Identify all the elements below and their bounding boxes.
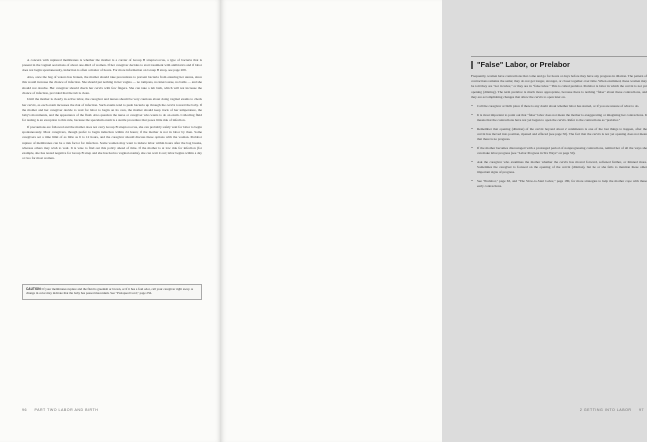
tips-list bbox=[471, 104, 647, 189]
list-item bbox=[471, 179, 647, 189]
left-footer bbox=[22, 408, 202, 412]
list-item bbox=[471, 127, 647, 143]
tip-text: Call the caregiver or birth place if there is any doubt about whether labor has started, or if you are unsure of what to do. bbox=[477, 104, 640, 109]
list-item bbox=[471, 146, 647, 156]
paragraph: Also, once the bag of waters has broken, the mother should take precautions to prevent bacteria from entering her uterus, since this would increase the chance of infection. She should put nothing in her vagina — no tampons, no intercourse, no baths — and she should not douche. Her caregiver should check her cervix with few fingers. She can take a tub bath, which will not increase the chance of infection, provided that the tub is clean. bbox=[22, 75, 202, 95]
list-item bbox=[471, 160, 647, 176]
right-footer bbox=[464, 408, 644, 412]
bullet-icon: • bbox=[471, 126, 473, 131]
page-number: 96 bbox=[22, 408, 27, 412]
section-title: "False" Labor, or Prelabor bbox=[477, 60, 570, 69]
bullet-icon: • bbox=[471, 112, 473, 117]
right-page bbox=[221, 0, 647, 442]
list-item bbox=[471, 104, 647, 109]
paragraph: A concern with ruptured membranes is whether the mother is a carrier of Group B streptococcus, a type of bacteria that is present in the vaginal secretions of about one-third of women. If her caregiver decides to start treatment with antibiotics and if labor does not begin spontaneously, induction is often a matter of hours. For more information on Group B strep, see page 209. bbox=[22, 58, 202, 73]
running-footer: 2 GETTING INTO LABOR bbox=[579, 408, 632, 412]
tip-text: Remember that opening (dilation) of the cervix beyond about 2 centimeters is one of the last things to happen, after the cervix has moved into position, ripened and effaced (see page 50). The fact that the cervix is not yet opening does not mean that there is no progress. bbox=[477, 126, 647, 142]
left-page bbox=[0, 0, 221, 442]
page-number: 97 bbox=[639, 408, 644, 412]
section-intro: Frequently, women have contractions that come and go for hours or days before they have any progress in dilation. The pattern of contractions remains the same; they do not get longer, stronger, or closer together over time. When examined, these women may be told they are "not in labor," or they are in "false labor." This is called prelabor. Prelabor is labor in which the cervix is not yet opening (dilating). The term prelabor is much more appropriate, because there is nothing "false" about these contractions, and they are accomplishing changes that allow the cervix to open later on. bbox=[471, 74, 647, 99]
bullet-icon: • bbox=[471, 178, 473, 183]
paragraph: If precautions are followed and the mother does not carry Group B streptococcus, she can probably safely wait for labor to begin spontaneously. Most caregivers, though prefer to begin induction within 24 hours; if the mother is not in labor by then. Some caregivers set a time limit of as little as 6 to 12 hours, and the caregiver should discuss these options with the woman. Prelabor rupture of membranes can be a risk factor for infection. Some women may want to induce labor within hours after the bag breaks, whereas others may wish to wait. It is wise to find out this policy ahead of time. If the mother is at low risk for infection (for example, she has tested negative for Group B strep and she has had no vaginal exams), she can wait it out; labor begins within a day or two for most women. bbox=[22, 124, 202, 161]
caution-text: If your membranes rupture and the fluid is greenish or brown, or if it has a foul odor, call your caregiver right away. A change in color may indicate that the baby has passed meconium. See "Prolapsed Cord," page 256. bbox=[26, 286, 193, 296]
list-item bbox=[471, 113, 647, 123]
paragraph: Until the mother is clearly in active labor, the caregiver and nurses should be very cautious about doing vaginal exams to check her cervix, as each exam increases the risk of infection. Such exams tend to push bacteria up through the cervix toward the baby. If the mother and her caregiver decide to wait for labor to begin on its own, the mother should keep track of her temperature, the baby's movements, and the appearance of the fluid. Also question the nurse or caregiver who wants to do an exam. Collecting fluid for testing is an exception to this rule, because the speculum exam is a sterile procedure that poses little risk of infection. bbox=[22, 97, 202, 123]
tip-text: Ask the caregiver who examines the mother whether the cervix has moved forward, softened further, or thinned more. Sometimes the caregiver is focused on the opening of the cervix (dilation), but he or she fails to mention these other important signs of progress. bbox=[477, 159, 647, 175]
tip-text: If the mother becomes discouraged with a prolonged period of nonprogressing contractions, remind her of all the ways she can make labor progress (see "Labor Progress in Six Ways" on page 50). bbox=[477, 145, 647, 155]
bullet-icon: • bbox=[471, 104, 473, 109]
section-heading bbox=[471, 60, 647, 69]
tip-text: It is most important to point out that "false" labor does not mean the mother is exaggerating or imagining her contractions. It means that the contractions have not yet begun to open the cervix. Refer to the contractions as "prelabor." bbox=[477, 112, 647, 122]
caution-box bbox=[22, 284, 202, 300]
running-footer: PART TWO LABOR AND BIRTH bbox=[34, 408, 99, 412]
false-labor-section bbox=[471, 56, 647, 193]
bullet-icon: • bbox=[471, 145, 473, 150]
left-body-text bbox=[22, 58, 202, 163]
heading-bar bbox=[471, 61, 473, 69]
caution-label: CAUTION: bbox=[26, 286, 42, 291]
bullet-icon: • bbox=[471, 159, 473, 164]
tip-text: See "Prelabor," page 63, and "The Slow-to-Start Labor," page 180, for more strategies to help the mother cope with these early contractions. bbox=[477, 178, 647, 188]
